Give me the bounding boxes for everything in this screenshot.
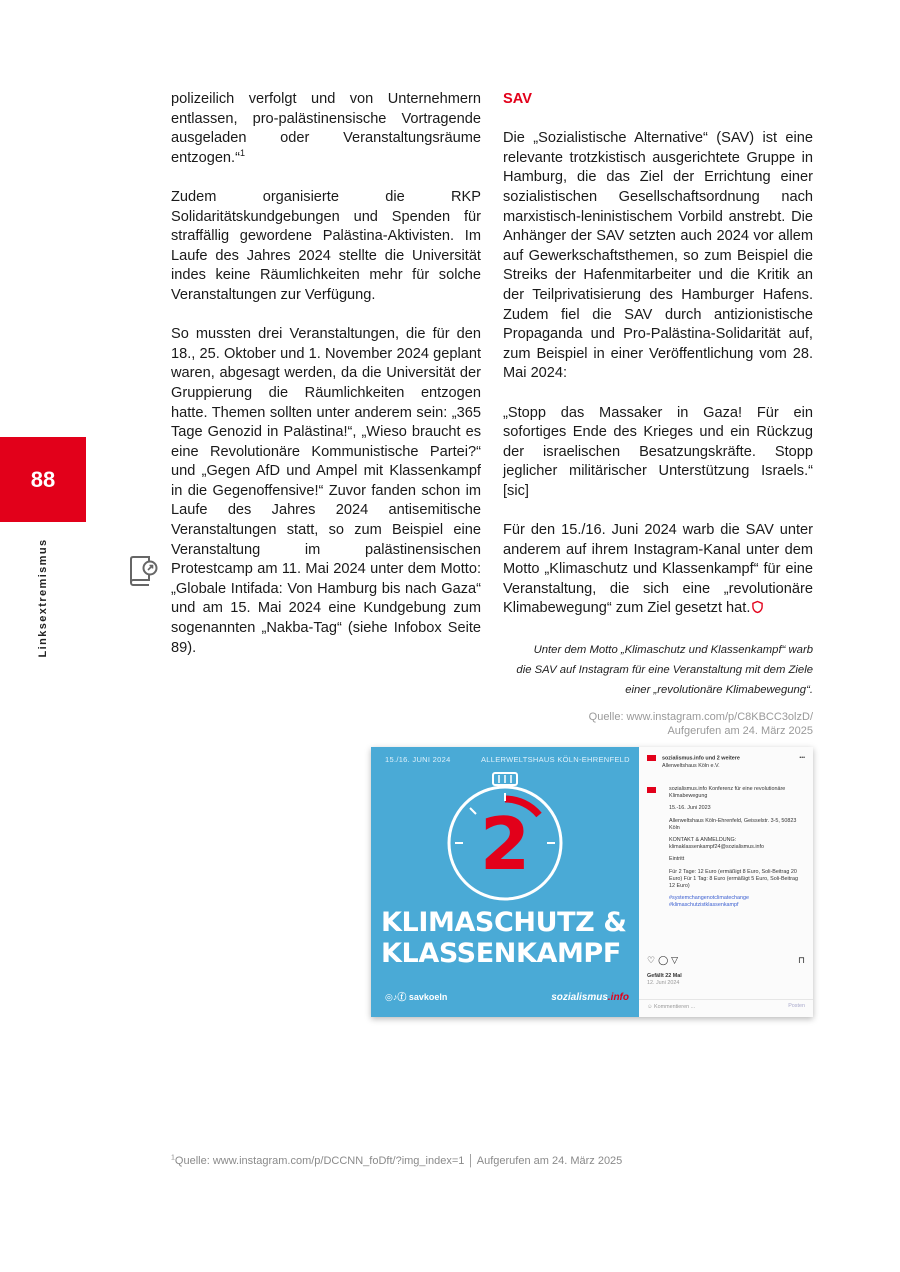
ig-entry-label: Eintritt — [669, 856, 685, 863]
poster-title-line-1: KLIMASCHUTZ & — [381, 907, 627, 938]
left-column — [171, 90, 481, 678]
section-heading: SAV — [503, 91, 532, 107]
like-icon[interactable]: ♡ — [647, 955, 659, 965]
poster-brand: sozialismus.info — [551, 992, 629, 1003]
source-url: Quelle: www.instagram.com/p/C8KBCC3olzD/ — [588, 711, 813, 723]
left-paragraph-1: polizeilich verfolgt und von Unternehmern entlassen, pro-palästinensische Vortragende ausgeladen oder Veranstaltungsräume entzogen.“$^1$ — [171, 91, 481, 166]
caption-line-2: die SAV auf Instagram für eine Veranstaltung mit dem Ziele — [516, 664, 813, 676]
right-paragraph-2: Für den 15./16. Juni 2024 warb die SAV unter anderem auf ihrem Instagram-Kanal unter dem Motto „Klimaschutz und Klassenkampf“ für eine Veranstaltung, die sich eine „revolutionäre Klimabewegung“ zum Ziel gesetzt hat. — [503, 522, 813, 617]
ig-actions — [647, 957, 681, 964]
caption-line-1: Unter dem Motto „Klimaschutz und Klassenkampf“ warb — [533, 644, 813, 656]
footnote — [171, 1155, 622, 1167]
left-paragraph-3: So mussten drei Veranstaltungen, die für den 18., 25. Oktober und 1. November 2024 geplant waren, abgesagt werden, da die Universität der Gruppierung die Räumlichkeiten entzogen hatte. Themen sollten unter anderem sein: „365 Tage Genozid in Palästina!“, „Wieso braucht es eine Revolutionäre Kommunistische Partei?“ und „Gegen AfD und Ampel mit Klassenkampf in die Gegenoffensive!“ Zuvor fanden schon im Laufe des Jahres 2024 antisemitische Veranstaltungen statt, so zum Beispiel eine Veranstaltung im palästinensischen Protestcamp am 11. Mai 2024 unter dem Motto: „Globale Intifada: Von Hamburg bis nach Gaza“ und am 15. Mai 2024 eine Kundgebung zum sogenannten „Nakba-Tag“ (siehe Infobox Seite 89). — [171, 326, 481, 656]
footnote-ref: 1 — [239, 147, 245, 158]
instagram-screenshot — [371, 747, 813, 1017]
ig-post-body — [669, 786, 805, 910]
poster-date: 15./16. JUNI 2024 — [385, 755, 451, 764]
share-icon[interactable]: ▽ — [671, 955, 682, 965]
ig-likes: Gefällt 22 Mal — [647, 973, 682, 979]
ig-contact: KONTAKT & ANMELDUNG: klimaklassenkampf24@sozialismus.info — [669, 837, 765, 851]
ig-account-row — [647, 755, 805, 770]
emoji-icon[interactable]: ☺ — [647, 1004, 653, 1010]
page-number: 88 — [0, 437, 86, 522]
ig-hashtags[interactable]: #systemchangenotclimatechange #klimaschutzistklassenkampf — [669, 895, 750, 909]
poster-title — [381, 907, 636, 969]
footnote-text: Quelle: www.instagram.com/p/DCCNN_foDft/?img_index=1 │ Aufgerufen am 24. März 2025 — [174, 1155, 623, 1167]
avatar[interactable] — [647, 755, 656, 761]
comment-input[interactable]: ☺ Kommentieren ... — [639, 999, 813, 1015]
instagram-panel — [639, 747, 813, 1017]
poster-social-handle: ◎♪ⓕ savkoeln — [385, 992, 448, 1002]
shield-end-icon — [752, 600, 763, 614]
footnote-number: 1 — [171, 1154, 175, 1162]
right-quote: „Stopp das Massaker in Gaza! Für ein sofortiges Ende des Krieges und ein Rückzug der israelischen Besatzungskräfte. Stopp jeglicher militärischer Unterstützung Israels.“ [sic] — [503, 404, 813, 499]
figure-caption — [480, 640, 813, 700]
bookmark-icon[interactable]: ⊓ — [797, 955, 805, 965]
left-paragraph-2: Zudem organisierte die RKP Solidaritätskundgebungen und Spenden für straffällig gewordene Palästina-Aktivisten. Im Laufe des Jahres 2024 stellte die Universität indes keine Räumlichkeiten mehr für solche Veranstaltungen zur Verfügung. — [171, 188, 481, 303]
ig-address: Allerweltshaus Köln-Ehrenfeld, Geisselstr. 3-5, 50823 Köln — [669, 817, 797, 831]
stopwatch-icon — [443, 771, 567, 901]
ig-prices: Für 2 Tage: 12 Euro (ermäßigt 8 Euro, Soli-Beitrag 20 Euro) Für 1 Tag: 8 Euro (ermäßigt 5 Euro, Soli-Beitrag 12 Euro) — [669, 868, 799, 890]
poster-venue: ALLERWELTSHAUS KÖLN-EHRENFELD — [481, 755, 630, 764]
figure-source — [480, 710, 813, 738]
ig-post-date-line: 15.-16. Juni 2023 — [669, 805, 711, 812]
right-paragraph-1: Die „Sozialistische Alternative“ (SAV) ist eine relevante trotzkistisch ausgerichtete Gruppe in Hamburg, die das Ziel der Errichtung einer sozialistischen Gesellschaftsordnung nach marxistisch-leninistischem Vorbild anstrebt. Die Anhänger der SAV setzten auch 2024 vor allem auf Gewerkschaftsthemen, so zum Beispiel die Streiks der Hafenmitarbeiter und die Kritik an der Teilprivatisierung des Hamburger Hafens. Zudem fiel die SAV durch antizionistische Propaganda und Pro-Palästina-Solidarität auf, zum Beispiel in einer Veröffentlichung vom 28. Mai 2024: — [503, 130, 813, 382]
right-column — [503, 90, 813, 639]
comment-icon[interactable]: ◯ — [658, 955, 672, 965]
source-accessed: Aufgerufen am 24. März 2025 — [667, 725, 813, 737]
more-options-icon[interactable]: ••• — [799, 755, 805, 761]
ig-post-date: 12. Juni 2024 — [647, 980, 680, 986]
book-reference-icon — [128, 555, 158, 587]
poster-title-line-2: KLASSENKAMPF — [381, 938, 621, 969]
post-comment-button[interactable]: Posten — [788, 1003, 805, 1009]
ig-account[interactable]: sozialismus.info und 2 weitere — [662, 755, 740, 762]
poster-number: 2 — [479, 802, 531, 886]
ig-account-sub: Allerweltshaus Köln e.V. — [662, 762, 720, 769]
event-poster — [371, 747, 639, 1017]
ig-post-title: sozialismus.info Konferenz für eine revolutionäre Klimabewegung — [669, 786, 786, 800]
caption-line-3: einer „revolutionäre Klimabewegung“. — [625, 684, 813, 696]
section-label: Linksextremismus — [37, 538, 49, 658]
